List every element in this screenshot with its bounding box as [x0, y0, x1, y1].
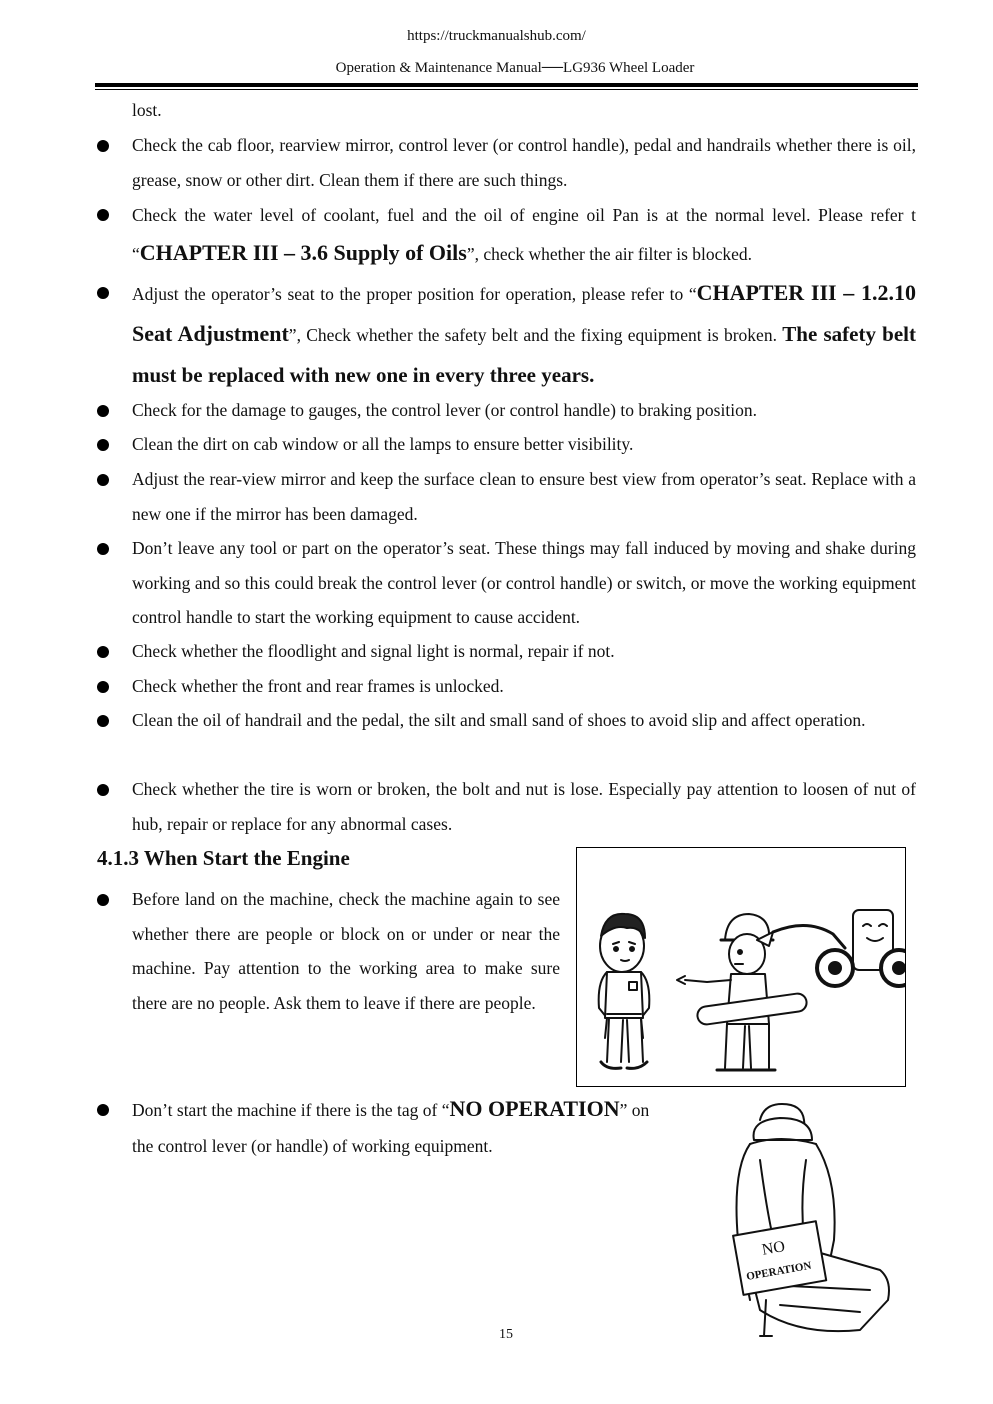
bullet-handrail: Clean the oil of handrail and the pedal, the silt and small sand of shoes to avoid slip and affect operation.	[132, 710, 866, 730]
bullet-floodlight: Check whether the floodlight and signal light is normal, repair if not.	[132, 641, 615, 661]
no-operation-text: Don’t start the machine if there is the tag of “	[132, 1100, 450, 1120]
bullet-dot	[97, 140, 109, 152]
bullet-dot	[97, 784, 109, 796]
wheel-loader-figure	[757, 910, 906, 986]
bullet-rear-view-mirror: Adjust the rear-view mirror and keep the surface clean to ensure best view from operator’s seat. Replace with a new one if the mirror has been damaged.	[132, 469, 916, 524]
chapter-reference-oils: CHAPTER III – 3.6 Supply of Oils	[139, 240, 467, 265]
header-title: Operation & Maintenance Manual──LG936 Wheel Loader	[335, 60, 695, 76]
bullet-tools-on-seat: Don’t leave any tool or part on the operator’s seat. These things may fall induced by moving and shake during working and so this could break the control lever (or control handle) or switch, or move the working equipment control handle to start the working equipment to cause accident.	[132, 538, 916, 627]
no-operation-label: NO OPERATION	[449, 1096, 620, 1121]
bullet-tire: Check whether the tire is worn or broken, the bolt and nut is lose. Especially pay attention to loosen of nut of hub, repair or replace for any abnormal cases.	[132, 779, 916, 834]
bullet-seat-adjust-tail: ”, Check whether the safety belt and the fixing equipment is broken.	[288, 325, 783, 345]
header-rule-thick	[95, 83, 918, 87]
section-heading: 4.1.3 When Start the Engine	[97, 846, 350, 870]
bullet-dot	[97, 894, 109, 906]
bullet-dot	[97, 474, 109, 486]
continuation-text: lost.	[132, 100, 162, 120]
bullet-dot	[97, 439, 109, 451]
bullet-dot	[97, 543, 109, 555]
header-rule-thin	[95, 89, 918, 90]
bullet-seat-adjust-text: Adjust the operator’s seat to the proper position for operation, please refer to “	[132, 284, 697, 304]
foreman-figure	[677, 914, 808, 1070]
seat-tag-line2: OPERATION	[745, 1259, 813, 1283]
seat-tag-line1: NO	[760, 1238, 787, 1259]
bullet-no-operation-tag	[132, 1090, 732, 1129]
bullet-gauges: Check for the damage to gauges, the control lever (or control handle) to braking position.	[132, 400, 757, 420]
bullet-seat-adjust	[132, 273, 916, 396]
bullet-dot	[97, 715, 109, 727]
bullet-water-level-text: Check the water level of coolant, fuel and the oil of engine oil Pan is at the normal level. Please refer t “	[132, 205, 916, 264]
bullet-dot	[97, 209, 109, 221]
bullet-cab-window: Clean the dirt on cab window or all the lamps to ensure better visibility.	[132, 434, 634, 454]
header-url: https://truckmanualshub.com/	[407, 28, 586, 44]
workers-illustration	[576, 847, 906, 1087]
bullet-check-people: Before land on the machine, check the machine again to see whether there are people or block on or under or near the machine. Pay attention to the working area to make sure there are no people. Ask them to leave if there are people.	[132, 889, 560, 1013]
bullet-water-level-tail: ”, check whether the air filter is blocked.	[466, 244, 753, 264]
safety-belt-warning: The safety belt must be replaced with new one in every three years.	[132, 322, 916, 387]
bullet-frames: Check whether the front and rear frames is unlocked.	[132, 676, 504, 696]
bullet-dot	[97, 287, 109, 299]
bullet-water-level	[132, 197, 916, 273]
worker-figure	[599, 914, 650, 1069]
page-number: 15	[499, 1327, 513, 1342]
bullet-dot	[97, 681, 109, 693]
bullet-dot	[97, 646, 109, 658]
chapter-reference-seat: CHAPTER III – 1.2.10 Seat Adjustment	[132, 280, 916, 346]
seat-illustration	[720, 1100, 920, 1340]
no-operation-tail: ” on	[619, 1100, 650, 1120]
bullet-dot	[97, 405, 109, 417]
bullet-cab-floor: Check the cab floor, rearview mirror, control lever (or control handle), pedal and handrails whether there is oil, grease, snow or other dirt. Clean them if there are such things.	[132, 135, 916, 190]
bullet-dot	[97, 1104, 109, 1116]
no-operation-line2: the control lever (or handle) of working equipment.	[132, 1136, 493, 1156]
